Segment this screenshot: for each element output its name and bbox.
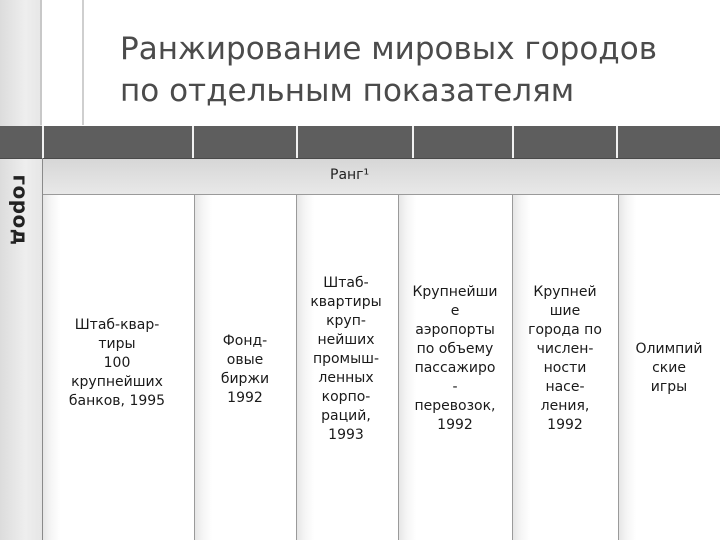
divider bbox=[40, 0, 42, 125]
cell-text: Крупнейши bbox=[412, 284, 498, 300]
cell-text: корпо- bbox=[321, 389, 371, 405]
divider bbox=[82, 0, 84, 125]
column-header-olympics bbox=[620, 340, 718, 397]
divider bbox=[412, 126, 414, 158]
cell-text: е bbox=[450, 303, 460, 319]
cell-text: Штаб- bbox=[323, 275, 369, 291]
cell-text: по объему bbox=[416, 341, 494, 357]
cell-text: ские bbox=[652, 360, 686, 376]
cell-text: 1992 bbox=[547, 417, 583, 433]
cell-text: ленных bbox=[318, 370, 374, 386]
cell-text: крупнейших bbox=[71, 374, 163, 390]
title-line-1: Ранжирование мировых городов bbox=[120, 31, 657, 67]
divider bbox=[398, 194, 399, 540]
cell-text: ления, bbox=[540, 398, 590, 414]
divider bbox=[42, 158, 43, 540]
left-sidebar-band bbox=[0, 0, 42, 540]
slide-title bbox=[120, 28, 700, 112]
cell-text: раций, bbox=[321, 408, 371, 424]
cell-text: города по bbox=[528, 322, 602, 338]
cell-text: насе- bbox=[545, 379, 585, 395]
cell-text: Олимпий bbox=[635, 341, 703, 357]
cell-text: биржи bbox=[220, 371, 270, 387]
cell-text: пассажиро bbox=[414, 360, 496, 376]
table-header-band bbox=[0, 126, 720, 158]
divider bbox=[296, 126, 298, 158]
divider bbox=[618, 194, 619, 540]
column-header-airports bbox=[400, 283, 510, 435]
title-line-2: по отдельным показателям bbox=[120, 73, 575, 109]
cell-text: аэропорты bbox=[415, 322, 495, 338]
cell-text: 1992 bbox=[227, 390, 263, 406]
cell-text: игры bbox=[650, 379, 688, 395]
rank-header-row bbox=[42, 158, 720, 194]
cell-text: числен- bbox=[536, 341, 594, 357]
cell-text: шие bbox=[549, 303, 581, 319]
column-header-stock-exchanges bbox=[198, 332, 292, 408]
cell-text: Фонд- bbox=[222, 333, 268, 349]
divider bbox=[194, 194, 195, 540]
column-header-corporations bbox=[298, 274, 394, 445]
divider bbox=[42, 126, 44, 158]
divider bbox=[296, 194, 297, 540]
divider bbox=[512, 126, 514, 158]
divider bbox=[0, 158, 720, 159]
cell-text: ности bbox=[543, 360, 587, 376]
cell-text: перевозок, bbox=[414, 398, 496, 414]
cell-text: промыш- bbox=[312, 351, 380, 367]
cell-text: квартиры bbox=[310, 294, 382, 310]
cell-text: 1993 bbox=[328, 427, 364, 443]
cell-text: 1992 bbox=[437, 417, 473, 433]
cell-text: тиры bbox=[98, 336, 136, 352]
divider bbox=[616, 126, 618, 158]
cell-text: овые bbox=[226, 352, 264, 368]
cell-text: - bbox=[452, 379, 458, 395]
divider bbox=[192, 126, 194, 158]
column-header-banks bbox=[52, 316, 182, 411]
column-header-largest-cities bbox=[514, 283, 616, 435]
cell-text: банков, 1995 bbox=[68, 393, 166, 409]
cell-text: нейших bbox=[317, 332, 375, 348]
divider bbox=[512, 194, 513, 540]
cell-text: Штаб-квар- bbox=[74, 317, 160, 333]
city-header-cell bbox=[2, 160, 38, 260]
cell-text: 100 bbox=[103, 355, 131, 371]
cell-text: круп- bbox=[326, 313, 366, 329]
city-header: город bbox=[8, 174, 32, 246]
cell-text: Крупней bbox=[533, 284, 597, 300]
rank-header: Ранг¹ bbox=[330, 167, 370, 183]
